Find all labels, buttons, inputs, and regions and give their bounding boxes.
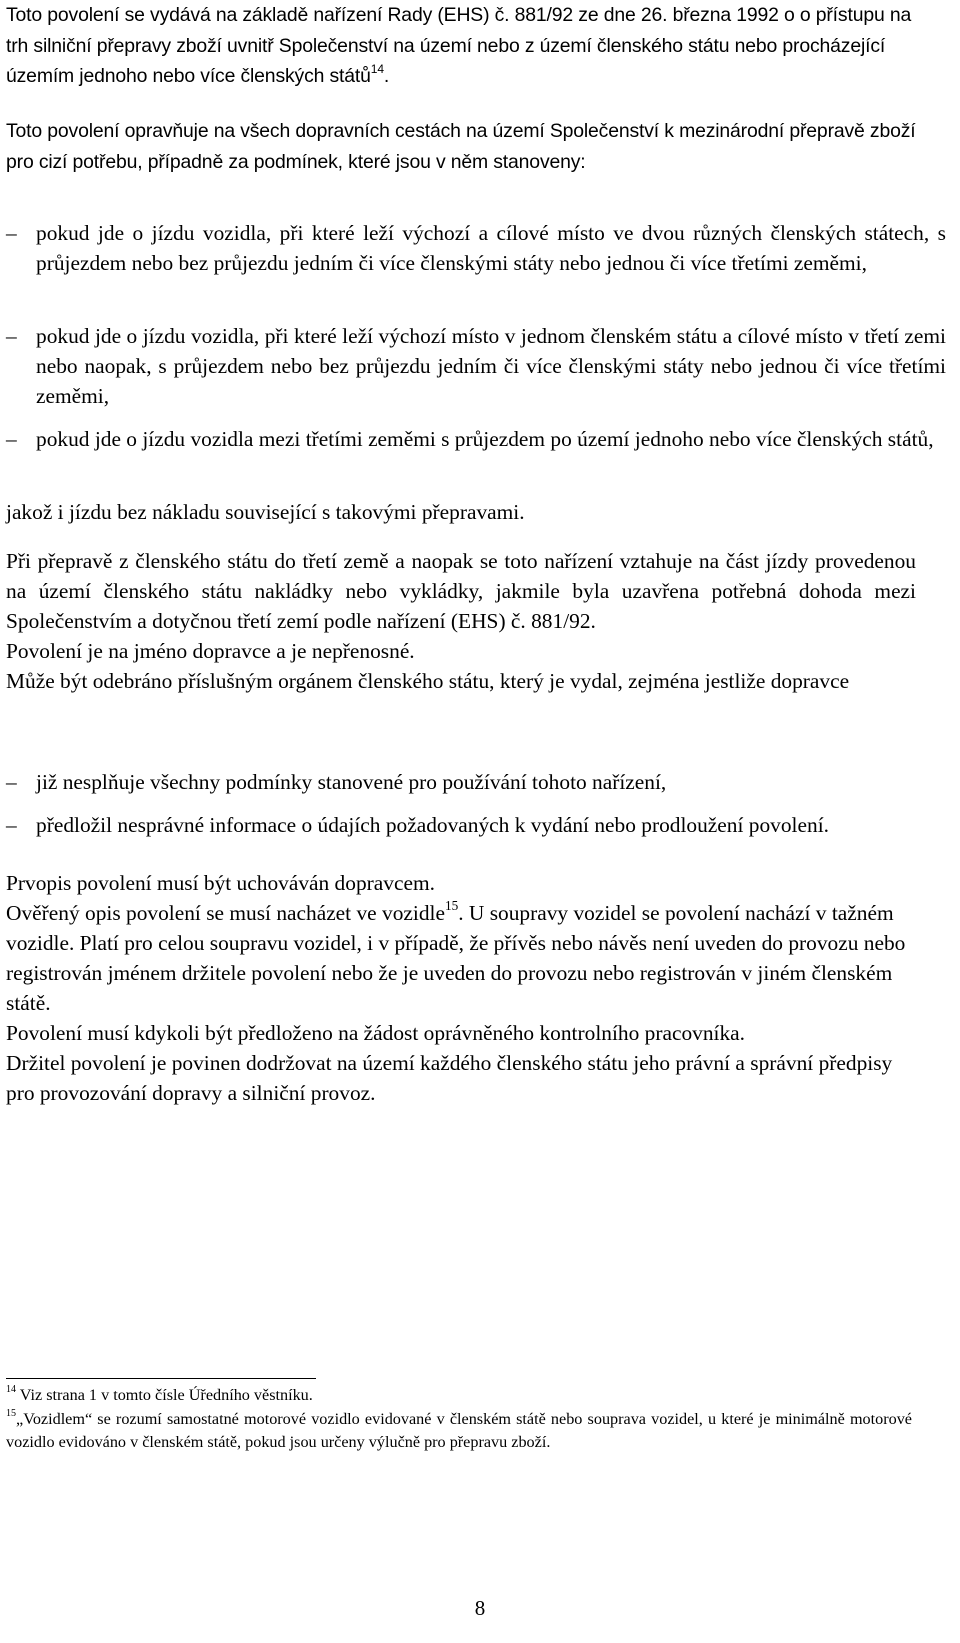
footnote-15: $^{15}$„Vozidlem“ se rozumí samostatné motorové vozidlo evidované v členském státě nebo souprava vozidel, u které je minimálně motorové vozidlo evidováno v členském státě, pokud jsou určeny výlučně pro přepravu zboží. <box>6 1407 912 1451</box>
scope-paragraph: Toto povolení opravňuje na všech dopravních cestách na území Společenství k mezinárodní přepravě zboží pro cizí potřebu, případně za podmínek, které jsou v něm stanoveny: <box>6 120 916 173</box>
third-country-paragraph: Při přepravě z členského státu do třetí země a naopak se toto nařízení vztahuje na část jízdy provedenou na území členského státu nakládky nebo vykládky, jakmile byla uzavřena potřebná dohoda mezi Společenstvím a dotyčnou třetí zemí podle nařízení (EHS) č. 881/92. <box>6 549 916 633</box>
certified-copy-paragraph: Ověřený opis povolení se musí nacházet ve vozidle$^{15}$. U soupravy vozidel se povolení nachází v tažném vozidle. Platí pro celou soupravu vozidel, i v případě, že přívěs nebo návěs není uveden do provozu nebo registrován jménem držitele povolení nebo že je uveden do provozu nebo registrován v jiném členském státě. <box>6 897 906 1015</box>
withdrawal-paragraph: Může být odebráno příslušným orgánem členského státu, který je vydal, zejména jestliže dopravce <box>6 669 850 693</box>
dash-bullet: – <box>6 221 17 245</box>
list-item: – již nesplňuje všechny podmínky stanovené pro používání tohoto nařízení, <box>6 767 946 797</box>
dash-bullet: – <box>6 427 17 451</box>
dash-bullet: – <box>6 813 17 837</box>
list-conclusion: jakož i jízdu bez nákladu související s takovými přepravami. <box>6 500 525 524</box>
inspection-paragraph: Povolení musí kdykoli být předloženo na žádost oprávněného kontrolního pracovníka. <box>6 1021 746 1045</box>
compliance-paragraph: Držitel povolení je povinen dodržovat na území každého členského státu jeho právní a správní předpisy pro provozování dopravy a silniční provoz. <box>6 1051 893 1105</box>
page-number: 8 <box>474 1596 486 1620</box>
footnote-divider <box>6 1378 316 1379</box>
list-item: – pokud jde o jízdu vozidla, při které leží výchozí místo v jednom členském státu a cílové místo v třetí zemi nebo naopak, s průjezdem nebo bez průjezdu jedním či více členskými státy nebo jednou či více třetími zeměmi, <box>6 321 946 411</box>
list-item: – předložil nesprávné informace o údajích požadovaných k vydání nebo prodloužení povolení. <box>6 810 946 840</box>
footnote-14: $^{14}$ Viz strana 1 v tomto čísle Úředního věstníku. <box>6 1384 313 1404</box>
list-item: – pokud jde o jízdu vozidla, při které leží výchozí a cílové místo ve dvou různých členských státech, s průjezdem nebo bez průjezdu jedním či více členskými státy nebo jednou či více třetími zeměmi, <box>6 218 946 278</box>
non-transferable-paragraph: Povolení je na jméno dopravce a je nepřenosné. <box>6 639 415 663</box>
original-paragraph: Prvopis povolení musí být uchováván dopravcem. <box>6 871 435 895</box>
footnotes <box>6 1384 912 1455</box>
list-item: – pokud jde o jízdu vozidla mezi třetími zeměmi s průjezdem po území jednoho nebo více členských států, <box>6 424 946 454</box>
footnote-ref-14[interactable]: 14 <box>370 61 384 76</box>
dash-bullet: – <box>6 770 17 794</box>
conditions-section <box>6 546 916 696</box>
original-copy-section <box>6 868 916 1108</box>
dash-bullet: – <box>6 324 17 348</box>
intro-paragraph: Toto povolení se vydává na základě nařízení Rady (EHS) č. 881/92 ze dne 26. března 1992 o o přístupu na trh silniční přepravy zboží uvnitř Společenství na území nebo z území členského státu nebo procházející územím jednoho nebo více členských států$^{14}$. <box>6 4 912 87</box>
footnote-ref-15[interactable]: 15 <box>444 897 459 913</box>
